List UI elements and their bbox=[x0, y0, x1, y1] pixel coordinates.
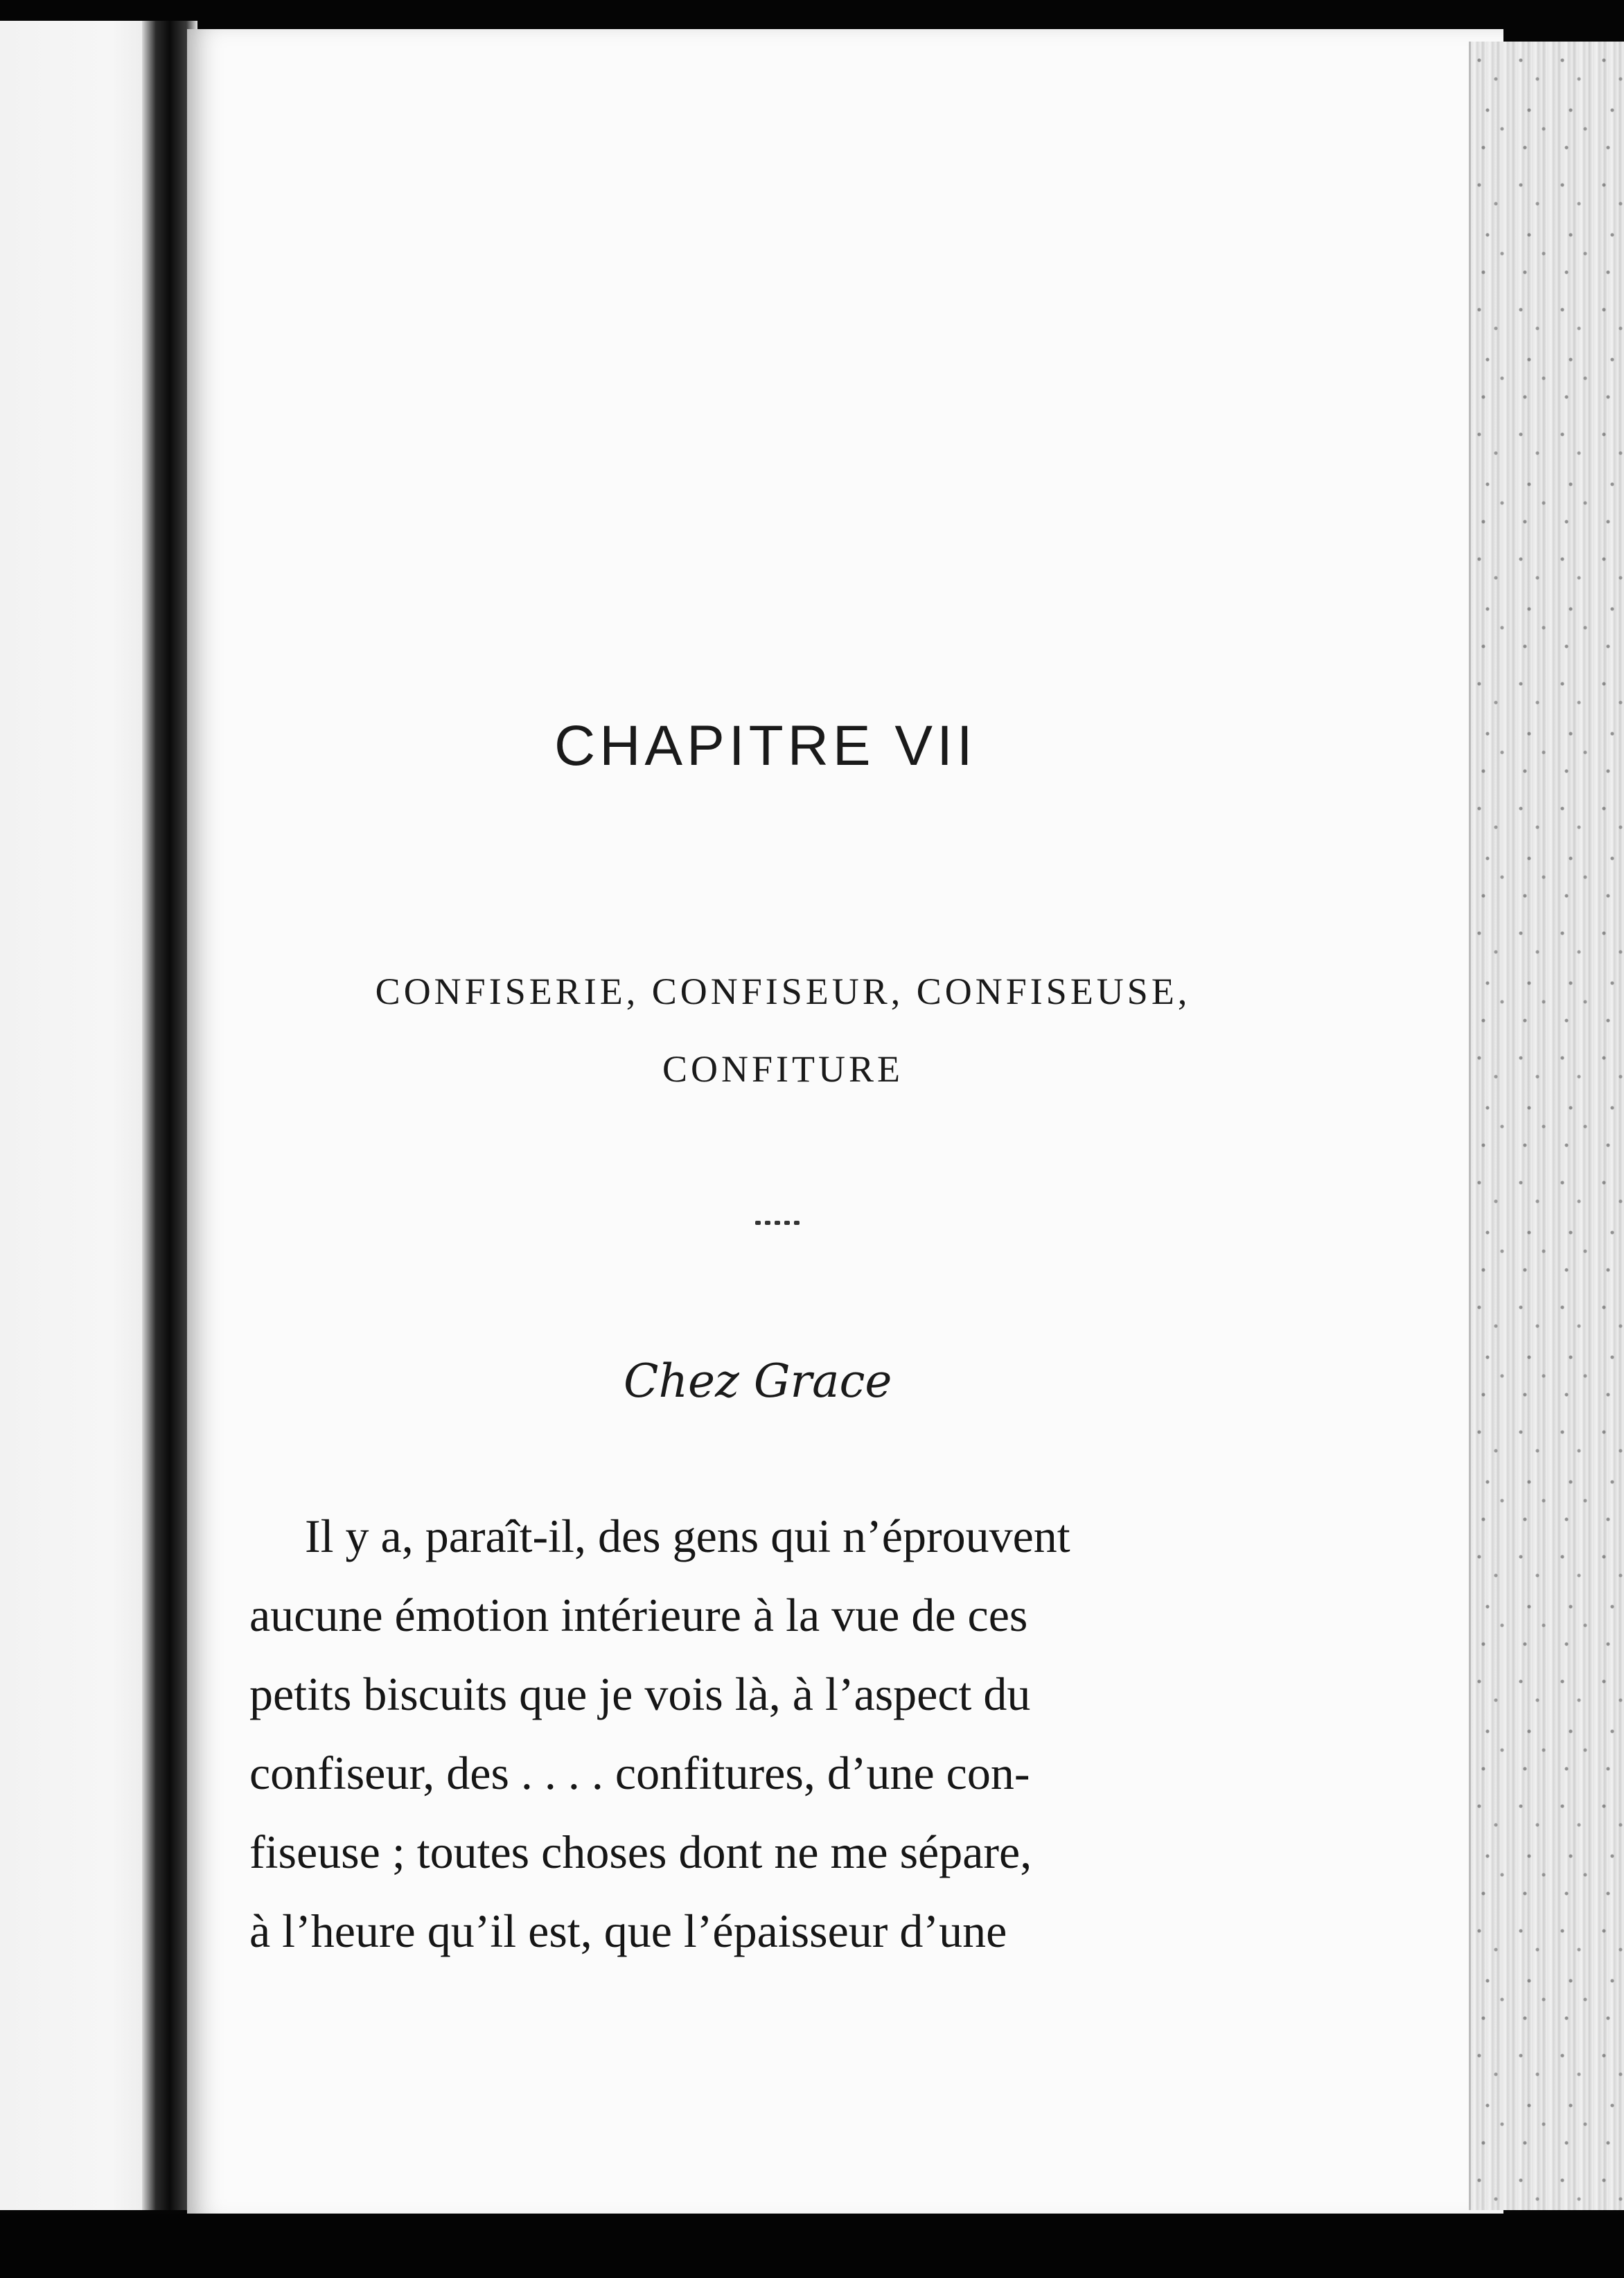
body-paragraph bbox=[249, 1496, 1289, 1970]
body-line: fiseuse ; toutes choses dont ne me sépare, bbox=[249, 1826, 1032, 1878]
body-line: petits biscuits que je vois là, à l’aspect du bbox=[249, 1668, 1031, 1720]
chapter-heading: CHAPITRE VII bbox=[554, 714, 977, 777]
ornament-divider bbox=[755, 1219, 811, 1226]
facing-page bbox=[0, 21, 159, 2210]
scan-border bbox=[0, 2214, 1624, 2278]
body-line: confiseur, des . . . . confitures, d’une con- bbox=[249, 1747, 1030, 1799]
page-edges bbox=[1469, 42, 1624, 2210]
chapter-subtitle-line-1: CONFISERIE, CONFISEUR, CONFISEUSE, bbox=[375, 971, 1191, 1012]
body-line: à l’heure qu’il est, que l’épaisseur d’une bbox=[249, 1905, 1007, 1957]
body-line: aucune émotion intérieure à la vue de ces bbox=[249, 1589, 1028, 1641]
section-title: Chez Grace bbox=[624, 1354, 892, 1408]
body-line: Il y a, paraît-il, des gens qui n’éprouvent bbox=[305, 1510, 1070, 1562]
chapter-subtitle-line-2: CONFITURE bbox=[662, 1048, 903, 1090]
